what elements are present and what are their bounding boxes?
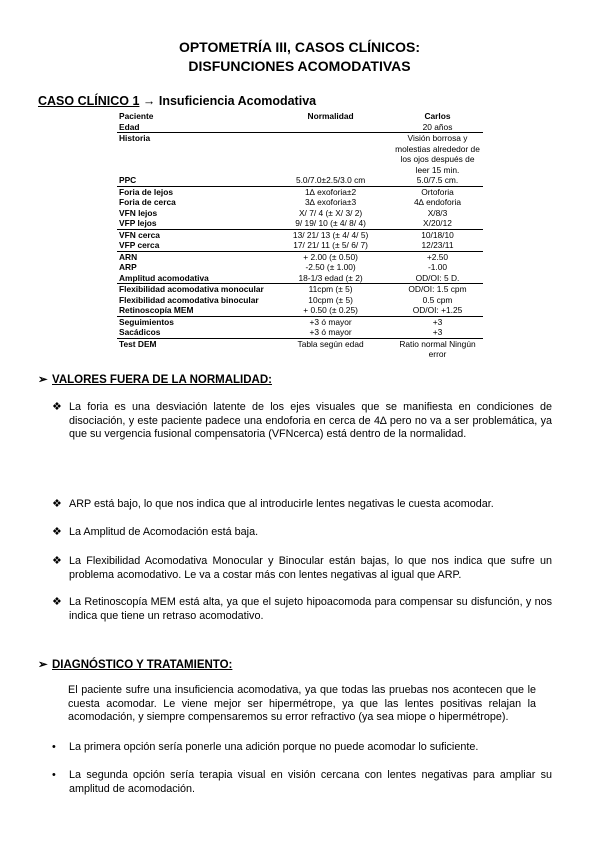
table-cell-c3: 20 años	[422, 121, 453, 132]
table-row	[117, 218, 483, 229]
table-cell-c1: VFN cerca	[117, 229, 269, 240]
list-item-text: La segunda opción sería terapia visual en visión cercana con lentes negativas para ampliar su amplitud de acomodación.	[69, 769, 552, 795]
diamond-bullet-icon: ❖	[52, 596, 62, 608]
section-heading-values	[38, 372, 272, 386]
table-cell-c3: +3	[432, 327, 443, 337]
table-row	[117, 208, 483, 219]
clinical-table	[117, 111, 483, 360]
table-row	[117, 111, 483, 122]
table-cell-c1: VFN lejos	[119, 207, 158, 218]
table-cell-c2	[269, 122, 392, 133]
list-item	[52, 401, 552, 442]
table-row	[117, 262, 483, 273]
table-cell-c1: Retinoscopía MEM	[119, 305, 194, 315]
diamond-bullet-icon: ❖	[52, 498, 62, 510]
table-cell-c2: X/ 7/ 4 (± X/ 3/ 2)	[298, 207, 363, 218]
list-item-text: La Amplitud de Acomodación está baja.	[69, 526, 259, 538]
table-row	[117, 284, 483, 295]
table-row	[117, 229, 483, 240]
table-cell-c3: +3	[392, 316, 483, 327]
table-cell-c2: 10cpm (± 5)	[308, 294, 353, 305]
list-item-text: ARP está bajo, lo que nos indica que al introducirle lentes negativas le cuesta acomodar.	[69, 498, 494, 510]
table-cell-c2: -2.50 (± 1.00)	[305, 262, 356, 272]
diamond-bullet-icon: ❖	[52, 555, 62, 567]
dot-bullet-icon: •	[52, 741, 56, 753]
table-cell-c2: 1∆ exoforia±2	[269, 186, 392, 197]
table-cell-c3: OD/OI: +1.25	[412, 305, 463, 315]
table-cell-c2: 17/ 21/ 11 (± 5/ 6/ 7)	[293, 240, 368, 250]
table-row	[117, 251, 483, 262]
table-cell-c1: Sacádicos	[119, 327, 161, 337]
table-cell-c3: OD/OI: 5 D.	[415, 272, 460, 283]
table-cell-c1: VFP lejos	[119, 218, 157, 228]
list-item	[52, 498, 552, 512]
table-row	[117, 175, 483, 186]
table-cell-c2: + 2.00 (± 0.50)	[269, 251, 392, 262]
list-item-text: La Flexibilidad Acomodativa Monocular y Binocular están bajas, lo que nos indica que sufre un problema acomodativo. Le va a costar más con lentes negativas al igual que ARP.	[69, 555, 552, 581]
section-title: VALORES FUERA DE LA NORMALIDAD:	[52, 374, 272, 386]
section-title: DIAGNÓSTICO Y TRATAMIENTO:	[52, 659, 233, 671]
table-cell-c1: Flexibilidad acomodativa binocular	[119, 294, 259, 305]
list-item-text: La foria es una desviación latente de los ejes visuales que se manifiesta en condiciones de disociación, y este paciente padece una endoforia en cerca de 4∆ pero no va a ser problemática, ya que su vergencia fusional compensatoria (VFNcerca) está dentro de la normalidad.	[69, 401, 552, 441]
table-row	[117, 186, 483, 197]
table-cell-c3: -1.00	[427, 262, 448, 272]
table-cell-c2: +3 ó mayor	[269, 316, 392, 327]
arrow-bullet-icon: ➢	[38, 374, 48, 386]
arrow-bullet-icon: ➢	[38, 659, 48, 671]
table-cell-c2: 9/ 19/ 10 (± 4/ 8/ 4)	[295, 218, 366, 228]
table-cell-c2: +3 ó mayor	[309, 327, 352, 337]
dot-bullet-icon: •	[52, 769, 56, 781]
list-item	[52, 769, 552, 796]
table-cell-c2: 5.0/7.0±2.5/3.0 cm	[295, 175, 366, 185]
table-row	[117, 133, 483, 176]
table-cell-c3: 0.5 cpm	[422, 294, 453, 305]
table-cell-c2: 13/ 21/ 13 (± 4/ 4/ 5)	[269, 229, 392, 240]
table-cell-c2	[269, 133, 392, 176]
table-cell-c1: PPC	[119, 175, 137, 185]
table-cell-c2: 3∆ exoforia±3	[305, 197, 357, 207]
page-title-line-1: OPTOMETRÍA III, CASOS CLÍNICOS:	[178, 39, 421, 55]
table-cell-c1: ARP	[119, 262, 137, 272]
page-title-line-2: DISFUNCIONES ACOMODATIVAS	[188, 58, 411, 74]
table-cell-c3: X/20/12	[423, 218, 452, 228]
list-item	[52, 526, 552, 540]
table-cell-c3: Visión borrosa y molestias alrededor de los ojos después de leer 15 min.	[392, 133, 483, 176]
case-name: Insuficiencia Acomodativa	[158, 94, 317, 108]
table-cell-c1: Test DEM	[117, 338, 269, 360]
table-cell-c3: OD/OI: 1.5 cpm	[392, 284, 483, 295]
table-cell-c3: Carlos	[424, 111, 451, 121]
table-cell-c2: Tabla según edad	[269, 338, 392, 360]
table-cell-c3: X/8/3	[427, 207, 448, 218]
list-item	[52, 596, 552, 623]
table-cell-c1: Paciente	[119, 111, 154, 121]
table-cell-c1: Amplitud acomodativa	[119, 272, 209, 283]
table-row	[117, 273, 483, 284]
diamond-bullet-icon: ❖	[52, 526, 62, 538]
table-cell-c2: + 0.50 (± 0.25)	[303, 305, 358, 315]
table-cell-c2: 11cpm (± 5)	[269, 284, 392, 295]
table-cell-c1: Seguimientos	[117, 316, 269, 327]
table-cell-c3: 10/18/10	[392, 229, 483, 240]
table-cell-c2: Normalidad	[307, 111, 354, 121]
table-row	[117, 295, 483, 306]
diagnosis-paragraph: El paciente sufre una insuficiencia acomodativa, ya que todas las pruebas nos acontecen que le cuesta acomodar. Le viene mejor ser hipermétrope, ya que las lentes positivas relajan la acomodación, y siempre compensaremos su error refractivo (ya sea miope o hipermétrope).	[68, 684, 536, 724]
table-row	[117, 122, 483, 133]
arrow-icon: →	[142, 94, 156, 108]
table-cell-c1: Foria de lejos	[117, 186, 269, 197]
table-cell-c1: Flexibilidad acomodativa monocular	[117, 284, 269, 295]
table-cell-c1: ARN	[117, 251, 269, 262]
section-heading-diagnosis	[38, 657, 232, 671]
case-label: CASO CLÍNICO 1	[38, 94, 140, 108]
table-row	[117, 305, 483, 316]
diamond-bullet-icon: ❖	[52, 401, 62, 413]
table-row	[117, 240, 483, 251]
table-cell-c1: Historia	[117, 133, 269, 176]
table-cell-c3: 12/23/11	[421, 240, 454, 250]
table-cell-c1: Edad	[119, 121, 140, 132]
list-item-text: La Retinoscopía MEM está alta, ya que el sujeto hipoacomoda para compensar su disfunción, y nos indica que tiene un retraso acomodativo.	[69, 596, 552, 622]
table-cell-c3: 4∆ endoforia	[413, 197, 462, 207]
table-row	[117, 197, 483, 208]
table-cell-c3: Ratio normal Ningún error	[392, 338, 483, 360]
table-cell-c2: 18-1/3 edad (± 2)	[298, 272, 363, 283]
table-cell-c1: VFP cerca	[119, 240, 160, 250]
table-cell-c1: Foria de cerca	[119, 197, 176, 207]
table-cell-c3: +2.50	[392, 251, 483, 262]
table-row	[117, 338, 483, 360]
list-item-text: La primera opción sería ponerle una adición porque no puede acomodar lo suficiente.	[69, 741, 479, 753]
table-cell-c3: Ortoforia	[392, 186, 483, 197]
list-item	[52, 555, 552, 582]
table-row	[117, 316, 483, 327]
table-row	[117, 327, 483, 338]
table-cell-c3: 5.0/7.5 cm.	[416, 175, 459, 185]
case-heading	[38, 94, 316, 108]
list-item	[52, 741, 552, 755]
